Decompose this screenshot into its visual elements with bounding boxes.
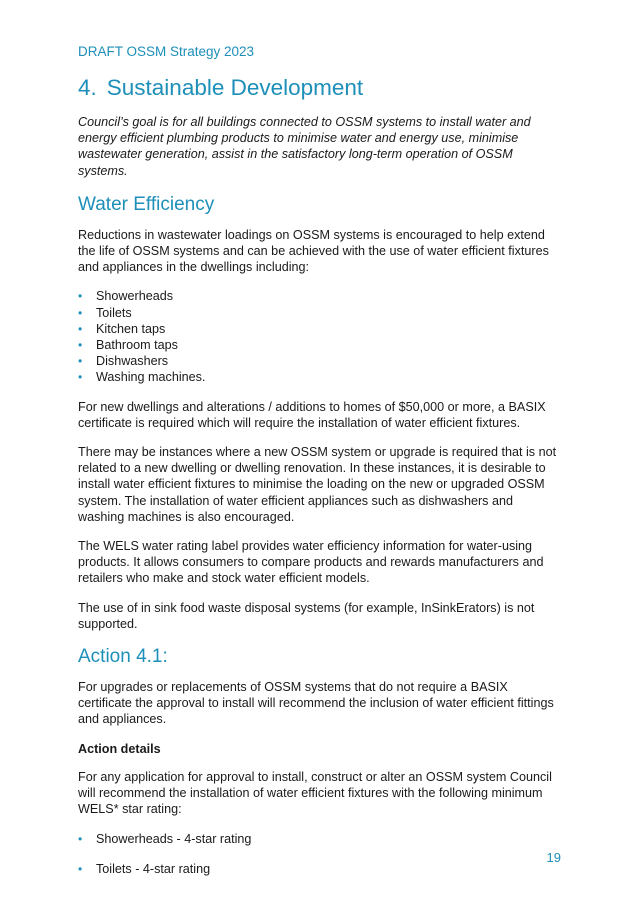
fixtures-list — [78, 288, 558, 385]
basix-paragraph: For new dwellings and alterations / additions to homes of $50,000 or more, a BASIX certificate is required which will require the installation of water efficient fixtures. — [78, 399, 546, 430]
page-content — [78, 74, 558, 891]
bullet-icon: • — [78, 831, 83, 846]
page-number: 19 — [546, 850, 561, 865]
bullet-icon: • — [78, 289, 83, 304]
list-item: • Showerheads - 4-star rating — [78, 831, 252, 846]
list-item: • Dishwashers — [78, 354, 169, 369]
list-item: • Kitchen taps — [78, 321, 166, 336]
food-waste-paragraph: The use of in sink food waste disposal systems (for example, InSinkErators) is not supported. — [78, 600, 535, 631]
bullet-icon: • — [78, 305, 83, 320]
council-goal: Council’s goal is for all buildings connected to OSSM systems to install water and energy efficient plumbing products to minimise water and energy use, minimise wastewater generation, assist in the satisfactory long-term operation of OSSM systems. — [78, 115, 531, 178]
water-efficiency-heading: Water Efficiency — [78, 193, 215, 215]
water-efficiency-intro: Reductions in wastewater loadings on OSSM systems is encouraged to help extend the life of OSSM systems and can be achieved with the use of water efficient fixtures and appliances in the dwellings including: — [78, 227, 549, 275]
bullet-icon: • — [78, 354, 83, 369]
bullet-icon: • — [78, 370, 83, 385]
bullet-icon: • — [78, 338, 83, 353]
wels-paragraph: The WELS water rating label provides water efficiency information for water-using products. It allows consumers to compare products and rewards manufacturers and retailers who make and stock water efficient models. — [78, 539, 544, 586]
bullet-icon: • — [78, 321, 83, 336]
list-item: • Washing machines. — [78, 370, 206, 385]
upgrade-paragraph: There may be instances where a new OSSM system or upgrade is required that is not related to a new dwelling or dwelling renovation. In these instances, it is desirable to install water efficient fixtures to minimise the loading on the new or upgraded OSSM system. The installation of water efficient appliances such as dishwashers and washing machines is also encouraged. — [78, 445, 557, 524]
list-item: • Toilets — [78, 305, 132, 320]
section-title — [78, 74, 558, 102]
action-heading: Action 4.1: — [78, 646, 168, 668]
action-details-heading: Action details — [78, 741, 161, 756]
list-item: • Bathroom taps — [78, 338, 178, 353]
action-text: For upgrades or replacements of OSSM systems that do not require a BASIX certificate the approval to install will recommend the inclusion of water efficient fittings and appliances. — [78, 680, 554, 727]
bullet-icon: • — [78, 861, 83, 876]
ratings-list — [78, 831, 558, 877]
list-item: • Toilets - 4-star rating — [78, 861, 211, 876]
section-title-text: Sustainable Development — [106, 75, 364, 100]
action-details-text: For any application for approval to install, construct or alter an OSSM system Council will recommend the installation of water efficient fixtures with the following minimum WELS* star rating: — [78, 769, 552, 817]
document-header: DRAFT OSSM Strategy 2023 — [78, 44, 255, 59]
list-item: • Showerheads — [78, 289, 174, 304]
section-number: 4. — [78, 75, 97, 100]
